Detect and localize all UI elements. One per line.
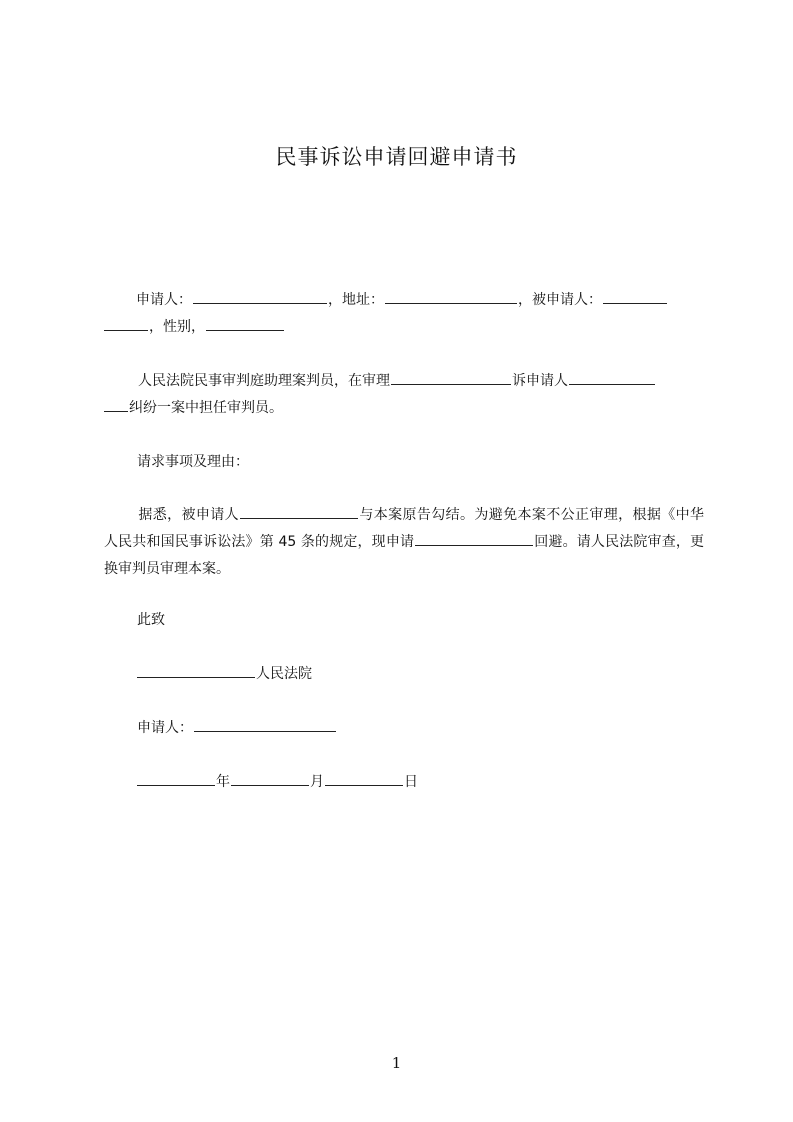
judge-text-c: 纠纷一案中担任审判员。 — [129, 400, 283, 416]
reasons-text-b: 与本案原告勾结。为避免本案不公正审理，根据《中华人民共和国民事诉讼法》第 45 条的规定，现申请 — [104, 507, 704, 550]
month-label: 月 — [310, 774, 324, 790]
closing-cizhi: 此致 — [137, 612, 165, 628]
day-label: 日 — [404, 774, 418, 790]
reasons-text-c: 回避。请人民法院审查，更换审判员审理本案。 — [104, 534, 705, 577]
document-title: 民事诉讼申请回避申请书 — [275, 145, 518, 169]
applicant-blank-cont — [104, 395, 128, 412]
signature-line — [137, 715, 337, 742]
applicant-blank — [569, 368, 655, 385]
signature-label: 申请人： — [137, 720, 193, 736]
court-blank — [137, 661, 255, 678]
gender-label: ，性别， — [149, 319, 205, 335]
address-blank — [385, 287, 517, 304]
respondent-name-blank-cont — [104, 314, 148, 331]
respondent-blank — [240, 502, 358, 519]
year-label: 年 — [216, 774, 230, 790]
reasons-paragraph — [104, 502, 704, 583]
date-line — [137, 769, 418, 796]
gender-blank — [206, 314, 284, 331]
applicant-info-paragraph — [104, 287, 704, 341]
applicant-label: 申请人： — [136, 292, 192, 308]
page-number: 1 — [391, 1054, 402, 1072]
signature-blank — [194, 715, 336, 732]
applicant-name-blank — [193, 287, 327, 304]
judge-info-paragraph — [104, 368, 704, 422]
court-suffix: 人民法院 — [256, 666, 312, 682]
respondent-name-blank — [603, 287, 667, 304]
judge-text-b: 诉申请人 — [512, 373, 568, 389]
court-line — [137, 661, 312, 688]
month-blank — [231, 769, 309, 786]
day-blank — [325, 769, 403, 786]
case-blank — [391, 368, 511, 385]
address-label: ，地址： — [328, 292, 384, 308]
judge-text-a: 人民法院民事审判庭助理案判员，在审理 — [138, 373, 390, 389]
respondent-label: ，被申请人： — [518, 292, 602, 308]
reasons-text-a: 据悉，被申请人 — [138, 507, 239, 523]
year-blank — [137, 769, 215, 786]
request-heading: 请求事项及理由： — [137, 454, 249, 470]
recusal-blank — [415, 529, 533, 546]
